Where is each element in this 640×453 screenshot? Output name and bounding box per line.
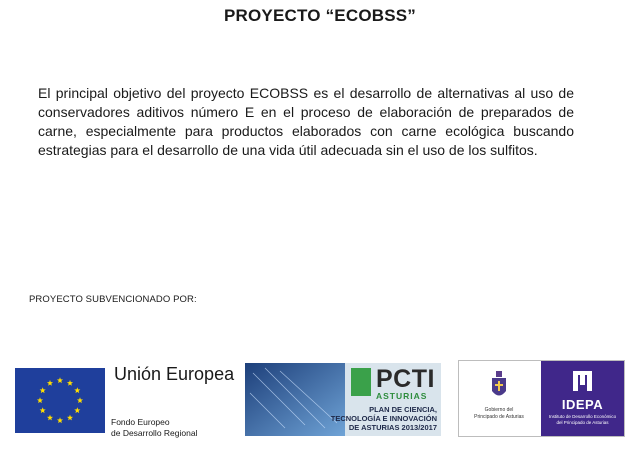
eu-name: Unión Europea: [114, 364, 235, 384]
pcti-region: ASTURIAS: [376, 391, 428, 401]
pcti-plan-line2: TECNOLOGÍA E INNOVACIÓN: [330, 414, 437, 423]
eu-logo: [15, 362, 240, 440]
idepa-name: IDEPA: [561, 397, 604, 412]
page-title: PROYECTO “ECOBSS”: [223, 6, 416, 25]
idepa-logo: [541, 361, 624, 436]
eu-flag-icon: [15, 368, 105, 433]
pcti-plan-text: [287, 405, 437, 432]
pcti-symbol-icon: [351, 368, 371, 396]
pcti-name: PCTI: [376, 365, 435, 393]
asturias-coat-of-arms-icon: [489, 371, 509, 401]
idepa-symbol-icon: [570, 369, 596, 393]
asturias-government-text: [463, 407, 535, 421]
idepa-sub-line1: Instituto de Desarrollo Económico: [548, 414, 617, 419]
asturias-line2: Principado de Asturias: [474, 414, 524, 420]
eu-fund-line1: Fondo Europeo: [111, 417, 170, 427]
asturias-line1: Gobierno del: [484, 407, 514, 413]
eu-fund-line2: de Desarrollo Regional: [111, 428, 198, 438]
pcti-plan-line3: DE ASTURIAS 2013/2017: [348, 423, 437, 432]
pcti-plan-line1: PLAN DE CIENCIA,: [369, 405, 437, 414]
funded-by-label: PROYECTO SUBVENCIONADO POR:: [29, 294, 197, 305]
eu-fund-text: [111, 417, 197, 439]
project-description: El principal objetivo del proyecto ECOBSS es el desarrollo de alternativas al uso de conservadores aditivos número E en el proceso de elaboración de preparados de carne, especialmente para productos elaborados con carne ecológica buscando estrategias para el desarrollo de una vida útil adecuada sin el uso de los sulfitos.: [38, 85, 574, 158]
pcti-logo: [245, 363, 441, 436]
idepa-sub-line2: del Principado de Asturias: [556, 420, 609, 425]
asturias-idepa-logo: [458, 360, 625, 437]
idepa-subtitle: [543, 414, 622, 426]
